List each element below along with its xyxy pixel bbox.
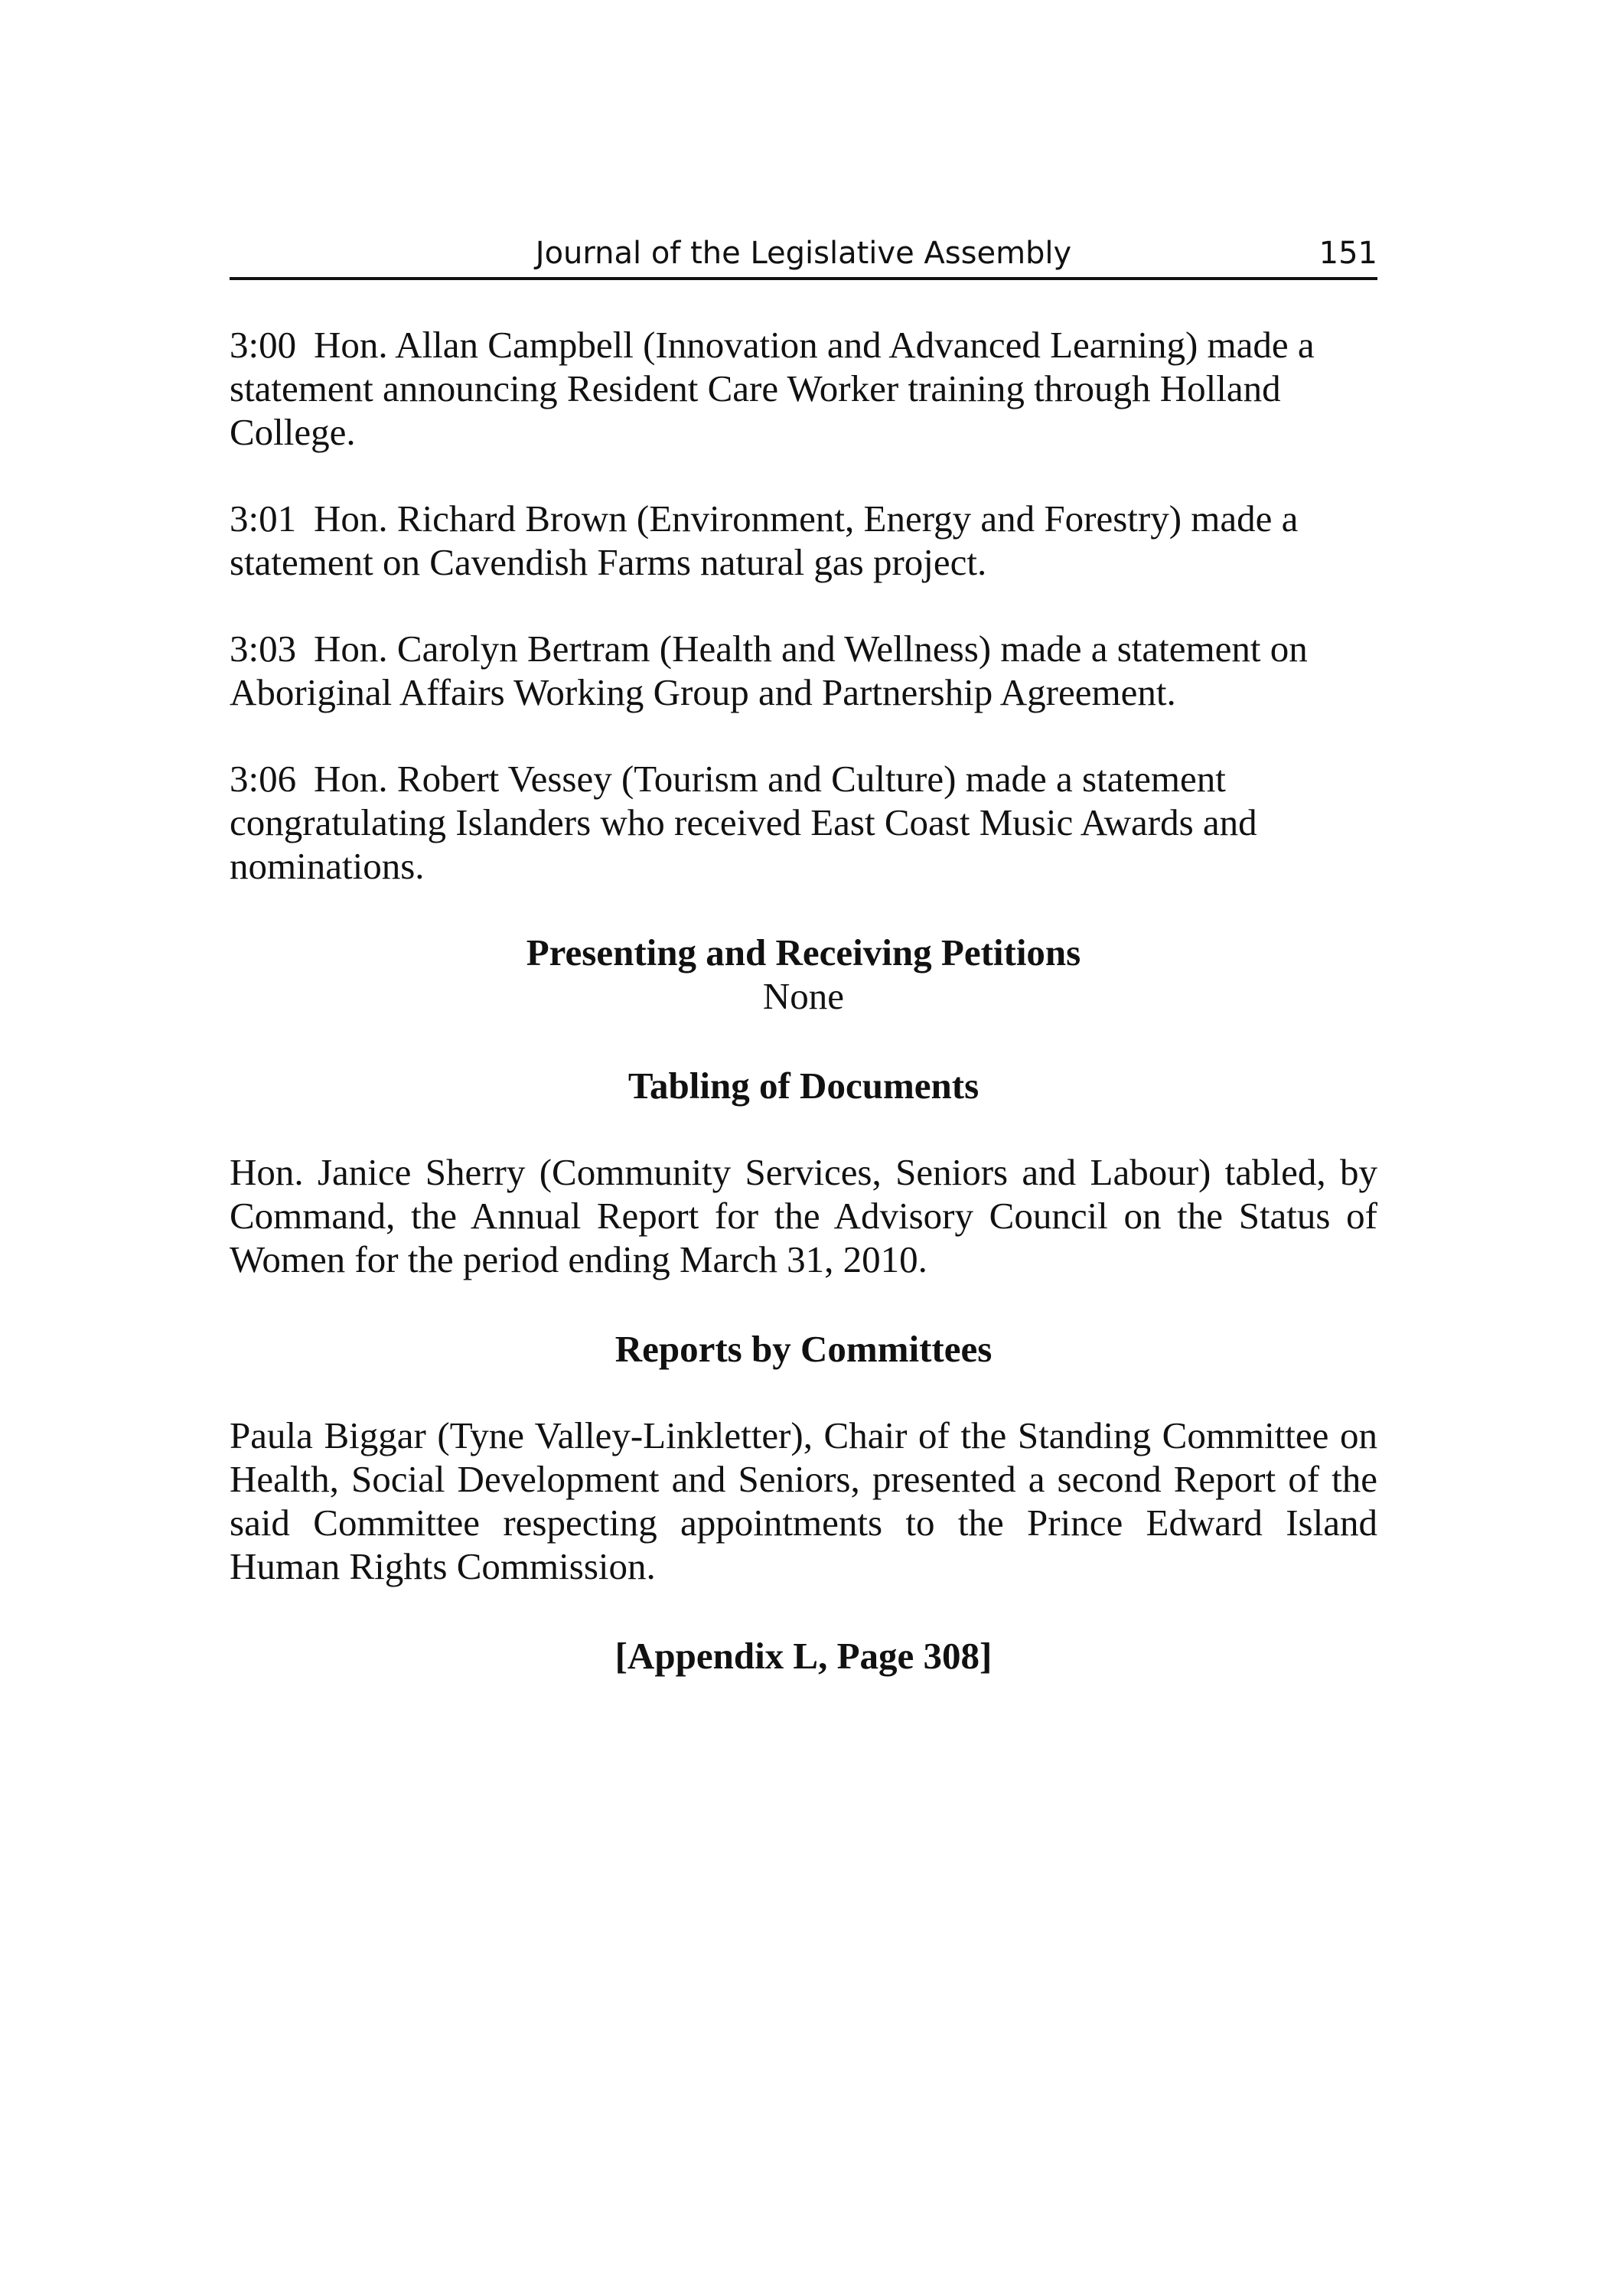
statement-entry — [230, 757, 1377, 888]
statement-time: 3:00 — [230, 324, 297, 366]
statement-time: 3:06 — [230, 758, 297, 800]
journal-body — [230, 323, 1377, 1678]
statement-text: Hon. Robert Vessey (Tourism and Culture) made a statement congratulating Islanders who received East Coast Music Awards and nominations. — [230, 758, 1257, 887]
statement-text: Hon. Carolyn Bertram (Health and Wellness) made a statement on Aboriginal Affairs Working Group and Partnership Agreement. — [230, 628, 1308, 713]
petitions-content: None — [762, 975, 845, 1017]
tabling-text: Hon. Janice Sherry (Community Services, Seniors and Labour) tabled, by Command, the Annual Report for the Advisory Council on the Status of Women for the period ending March 31, 2010. — [230, 1151, 1377, 1280]
tabling-heading: Tabling of Documents — [627, 1065, 980, 1107]
statement-time: 3:03 — [230, 628, 297, 670]
statement-text: Hon. Allan Campbell (Innovation and Advanced Learning) made a statement announcing Resident Care Worker training through Holland College. — [230, 324, 1315, 453]
statement-text: Hon. Richard Brown (Environment, Energy and Forestry) made a statement on Cavendish Farms natural gas project. — [230, 497, 1299, 583]
reports-heading: Reports by Committees — [614, 1328, 993, 1370]
statement-time: 3:01 — [230, 497, 297, 540]
reports-text: Paula Biggar (Tyne Valley-Linkletter), Chair of the Standing Committee on Health, Social Development and Seniors, presented a second Report of the said Committee respecting appointments to the Prince Edward Island Human Rights Commission. — [230, 1414, 1377, 1587]
running-header — [230, 230, 1377, 280]
statement-entry — [230, 323, 1377, 454]
statement-entry — [230, 497, 1377, 584]
page-number: 151 — [1319, 236, 1377, 271]
running-title: Journal of the Legislative Assembly — [535, 236, 1072, 271]
appendix-reference: [Appendix L, Page 308] — [614, 1635, 993, 1677]
journal-page — [230, 230, 1377, 1678]
petitions-heading: Presenting and Receiving Petitions — [526, 931, 1081, 974]
statement-entry — [230, 627, 1377, 714]
